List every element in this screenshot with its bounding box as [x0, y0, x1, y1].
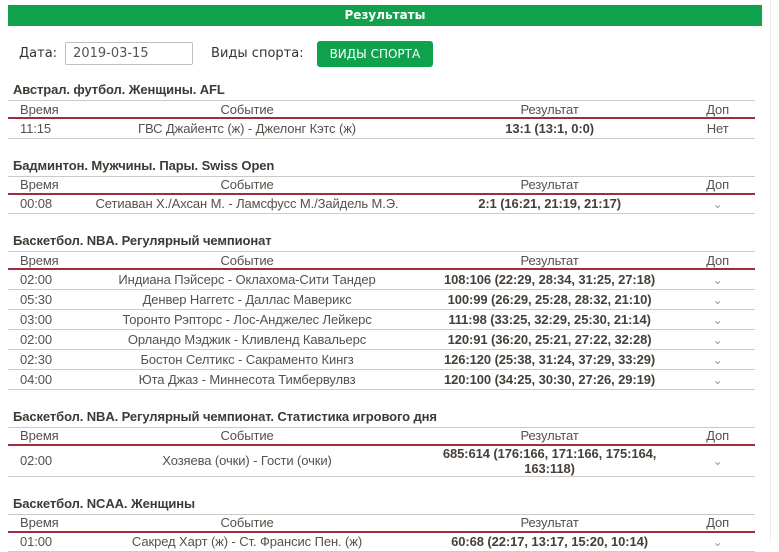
event-time: 02:00 [8, 269, 75, 289]
column-header-time: Время [8, 515, 75, 532]
event-name: Бостон Селтикс - Сакраменто Кингз [75, 349, 419, 369]
column-header-extra: Доп [680, 177, 755, 194]
event-time: 05:30 [8, 289, 75, 309]
table-row [8, 445, 755, 477]
sport-section [8, 159, 755, 215]
sports-label: Виды спорта: [211, 46, 304, 61]
event-time: 02:00 [8, 445, 75, 477]
event-name: Юта Джаз - Миннесота Тимбервулвз [75, 369, 419, 389]
extra-cell [680, 445, 755, 477]
column-header-event: Событие [75, 252, 419, 269]
date-input[interactable] [65, 42, 193, 65]
expand-chevron-icon[interactable]: ⌄ [713, 536, 723, 548]
table-header-row [8, 252, 755, 269]
expand-chevron-icon[interactable]: ⌄ [713, 334, 723, 346]
table-row [8, 309, 755, 329]
column-header-result: Результат [419, 177, 680, 194]
event-name: Индиана Пэйсерс - Оклахома-Сити Тандер [75, 269, 419, 289]
column-header-extra: Доп [680, 252, 755, 269]
table-row [8, 269, 755, 289]
column-header-time: Время [8, 177, 75, 194]
sport-section [8, 83, 755, 139]
extra-cell [680, 269, 755, 289]
sections-list [8, 83, 770, 552]
date-label: Дата: [19, 46, 57, 61]
table-row [8, 349, 755, 369]
event-name: Орландо Мэджик - Кливленд Кавальерс [75, 329, 419, 349]
expand-chevron-icon[interactable]: ⌄ [713, 314, 723, 326]
results-table [8, 428, 755, 477]
event-time: 03:00 [8, 309, 75, 329]
sports-button[interactable]: ВИДЫ СПОРТА [317, 41, 434, 67]
table-row [8, 194, 755, 214]
table-row [8, 329, 755, 349]
column-header-result: Результат [419, 428, 680, 445]
event-result: 685:614 (176:166, 171:166, 175:164, 163:118) [419, 445, 680, 477]
event-name: Сакред Харт (ж) - Ст. Франсис Пен. (ж) [75, 532, 419, 552]
table-header-row [8, 177, 755, 194]
event-result: 120:91 (36:20, 25:21, 27:22, 32:28) [419, 329, 680, 349]
expand-chevron-icon[interactable]: ⌄ [713, 274, 723, 286]
page-title: Результаты [345, 8, 426, 22]
section-title: Бадминтон. Мужчины. Пары. Swiss Open [8, 159, 755, 177]
event-name: ГВС Джайентс (ж) - Джелонг Кэтс (ж) [75, 118, 419, 138]
results-table [8, 177, 755, 215]
event-name: Хозяева (очки) - Гости (очки) [75, 445, 419, 477]
extra-cell [680, 349, 755, 369]
sport-section [8, 234, 755, 390]
event-name: Денвер Наггетс - Даллас Маверикс [75, 289, 419, 309]
extra-cell [680, 369, 755, 389]
section-title: Баскетбол. NBA. Регулярный чемпионат. Статистика игрового дня [8, 410, 755, 428]
extra-cell [680, 194, 755, 214]
table-row [8, 118, 755, 138]
filter-bar [8, 40, 770, 67]
event-time: 01:00 [8, 532, 75, 552]
table-header-row [8, 515, 755, 532]
section-title: Баскетбол. NCAA. Женщины [8, 497, 755, 515]
column-header-extra: Доп [680, 101, 755, 118]
event-result: 111:98 (33:25, 32:29, 25:30, 21:14) [419, 309, 680, 329]
event-result: 100:99 (26:29, 25:28, 28:32, 21:10) [419, 289, 680, 309]
results-table [8, 252, 755, 390]
column-header-result: Результат [419, 101, 680, 118]
expand-chevron-icon[interactable]: ⌄ [713, 294, 723, 306]
sport-section [8, 497, 755, 552]
table-header-row [8, 428, 755, 445]
table-row [8, 369, 755, 389]
event-result: 120:100 (34:25, 30:30, 27:26, 29:19) [419, 369, 680, 389]
column-header-time: Время [8, 428, 75, 445]
table-header-row [8, 101, 755, 118]
column-header-time: Время [8, 252, 75, 269]
column-header-event: Событие [75, 428, 419, 445]
event-result: 60:68 (22:17, 13:17, 15:20, 10:14) [419, 532, 680, 552]
event-result: 126:120 (25:38, 31:24, 37:29, 33:29) [419, 349, 680, 369]
column-header-event: Событие [75, 515, 419, 532]
expand-chevron-icon[interactable]: ⌄ [713, 374, 723, 386]
event-time: 11:15 [8, 118, 75, 138]
extra-cell [680, 309, 755, 329]
section-title: Австрал. футбол. Женщины. AFL [8, 83, 755, 101]
column-header-time: Время [8, 101, 75, 118]
column-header-event: Событие [75, 177, 419, 194]
extra-cell [680, 289, 755, 309]
expand-chevron-icon[interactable]: ⌄ [713, 198, 723, 210]
expand-chevron-icon[interactable]: ⌄ [713, 354, 723, 366]
event-time: 02:30 [8, 349, 75, 369]
results-table [8, 515, 755, 552]
event-time: 00:08 [8, 194, 75, 214]
event-result: 108:106 (22:29, 28:34, 31:25, 27:18) [419, 269, 680, 289]
expand-chevron-icon[interactable]: ⌄ [713, 455, 723, 467]
sport-section [8, 410, 755, 477]
column-header-extra: Доп [680, 428, 755, 445]
event-time: 02:00 [8, 329, 75, 349]
event-result: 13:1 (13:1, 0:0) [419, 118, 680, 138]
event-name: Торонто Рэпторс - Лос-Анджелес Лейкерс [75, 309, 419, 329]
section-title: Баскетбол. NBA. Регулярный чемпионат [8, 234, 755, 252]
column-header-extra: Доп [680, 515, 755, 532]
column-header-event: Событие [75, 101, 419, 118]
extra-cell [680, 329, 755, 349]
table-row [8, 289, 755, 309]
column-header-result: Результат [419, 515, 680, 532]
extra-cell: Нет [680, 118, 755, 138]
event-time: 04:00 [8, 369, 75, 389]
page-title-bar [8, 5, 762, 26]
results-table [8, 101, 755, 139]
column-header-result: Результат [419, 252, 680, 269]
event-name: Сетиаван Х./Ахсан М. - Ламсфусс М./Зайдель М.Э. [75, 194, 419, 214]
event-result: 2:1 (16:21, 21:19, 21:17) [419, 194, 680, 214]
